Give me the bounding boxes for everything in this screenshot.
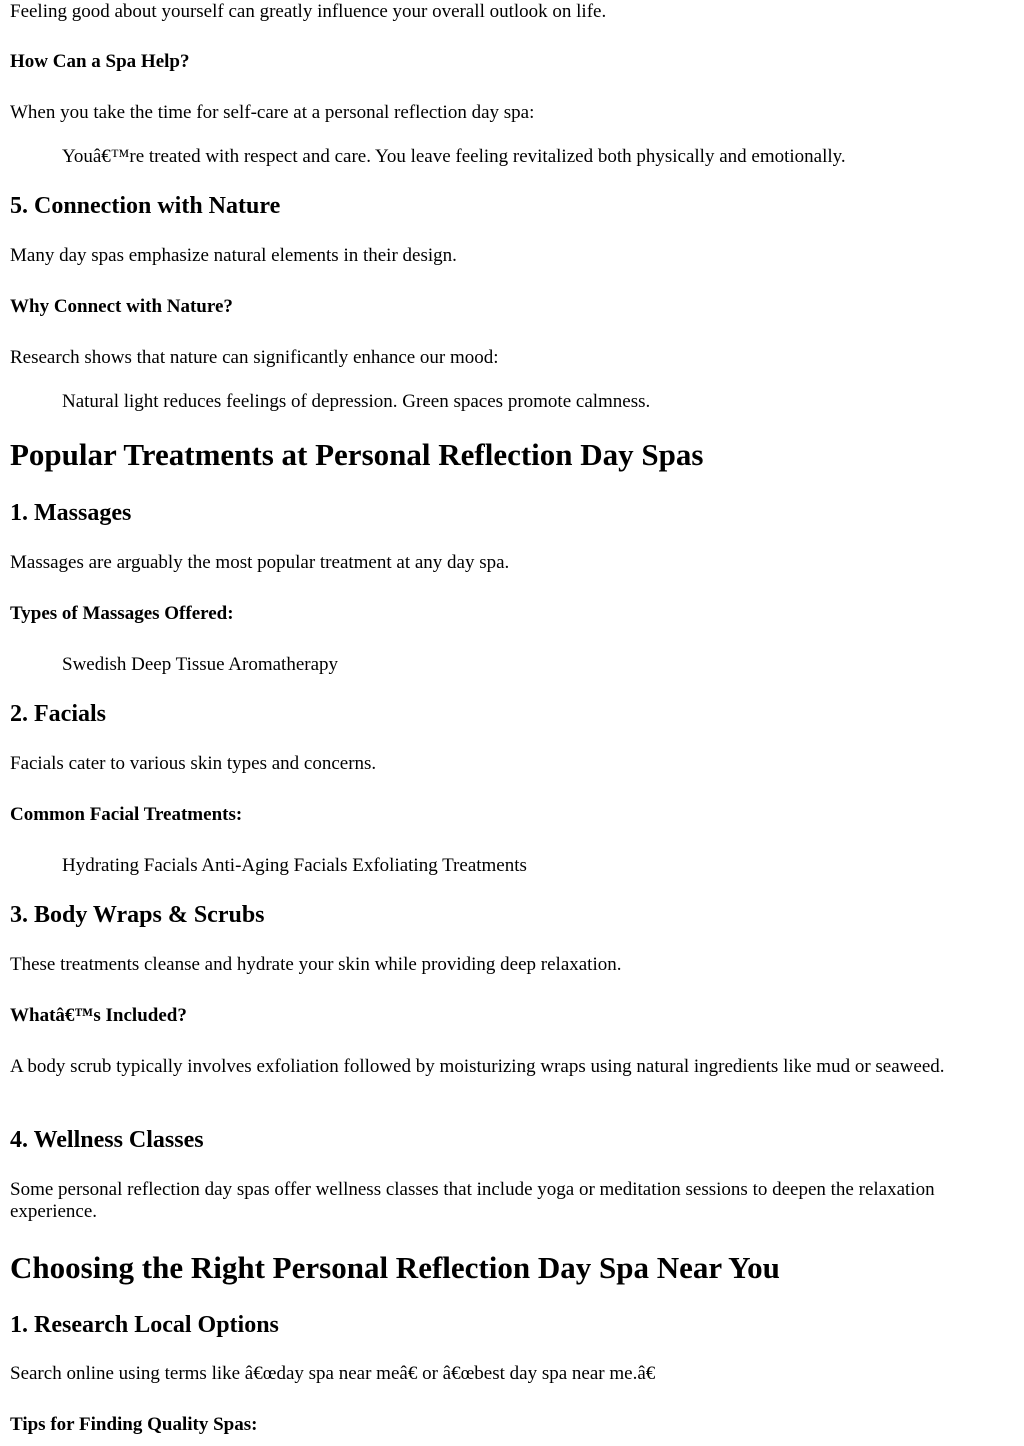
- subheading-how-can-a-spa-help: How Can a Spa Help?: [10, 51, 190, 72]
- subheading-why-connect-with-nature: Why Connect with Nature?: [10, 296, 233, 317]
- paragraph: When you take the time for self-care at a personal reflection day spa:: [10, 102, 535, 123]
- heading-facials: 2. Facials: [10, 701, 106, 727]
- paragraph: These treatments cleanse and hydrate your skin while providing deep relaxation.: [10, 954, 622, 975]
- subheading-common-facial-treatments: Common Facial Treatments:: [10, 804, 243, 825]
- blockquote: Swedish Deep Tissue Aromatherapy: [62, 654, 339, 675]
- blockquote: Natural light reduces feelings of depression. Green spaces promote calmness.: [62, 391, 651, 412]
- heading-massages: 1. Massages: [10, 500, 132, 526]
- paragraph: Research shows that nature can significantly enhance our mood:: [10, 347, 499, 368]
- paragraph: Many day spas emphasize natural elements in their design.: [10, 245, 457, 266]
- section-heading-choosing-right-spa: Choosing the Right Personal Reflection Day Spa Near You: [10, 1250, 780, 1285]
- paragraph: Massages are arguably the most popular treatment at any day spa.: [10, 552, 510, 573]
- section-heading-popular-treatments: Popular Treatments at Personal Reflection Day Spas: [10, 437, 704, 472]
- subheading-whats-included: Whatâ€™s Included?: [10, 1005, 187, 1026]
- heading-research-local-options: 1. Research Local Options: [10, 1312, 279, 1338]
- paragraph: Facials cater to various skin types and concerns.: [10, 753, 377, 774]
- blockquote: Hydrating Facials Anti-Aging Facials Exfoliating Treatments: [62, 855, 527, 876]
- paragraph: Some personal reflection day spas offer wellness classes that include yoga or meditation sessions to deepen the relaxation experience.: [10, 1179, 935, 1222]
- paragraph: Feeling good about yourself can greatly influence your overall outlook on life.: [10, 1, 607, 22]
- subheading-types-of-massages: Types of Massages Offered:: [10, 603, 234, 624]
- blockquote: Youâ€™re treated with respect and care. You leave feeling revitalized both physically and emotionally.: [62, 146, 846, 167]
- heading-connection-with-nature: 5. Connection with Nature: [10, 193, 281, 219]
- heading-wellness-classes: 4. Wellness Classes: [10, 1127, 204, 1153]
- paragraph: Search online using terms like â€œday spa near meâ€ or â€œbest day spa near me.â€: [10, 1363, 656, 1384]
- heading-body-wraps-scrubs: 3. Body Wraps & Scrubs: [10, 902, 265, 928]
- paragraph: A body scrub typically involves exfoliation followed by moisturizing wraps using natural ingredients like mud or seaweed.: [10, 1056, 945, 1077]
- subheading-tips-for-finding-spas: Tips for Finding Quality Spas:: [10, 1414, 258, 1435]
